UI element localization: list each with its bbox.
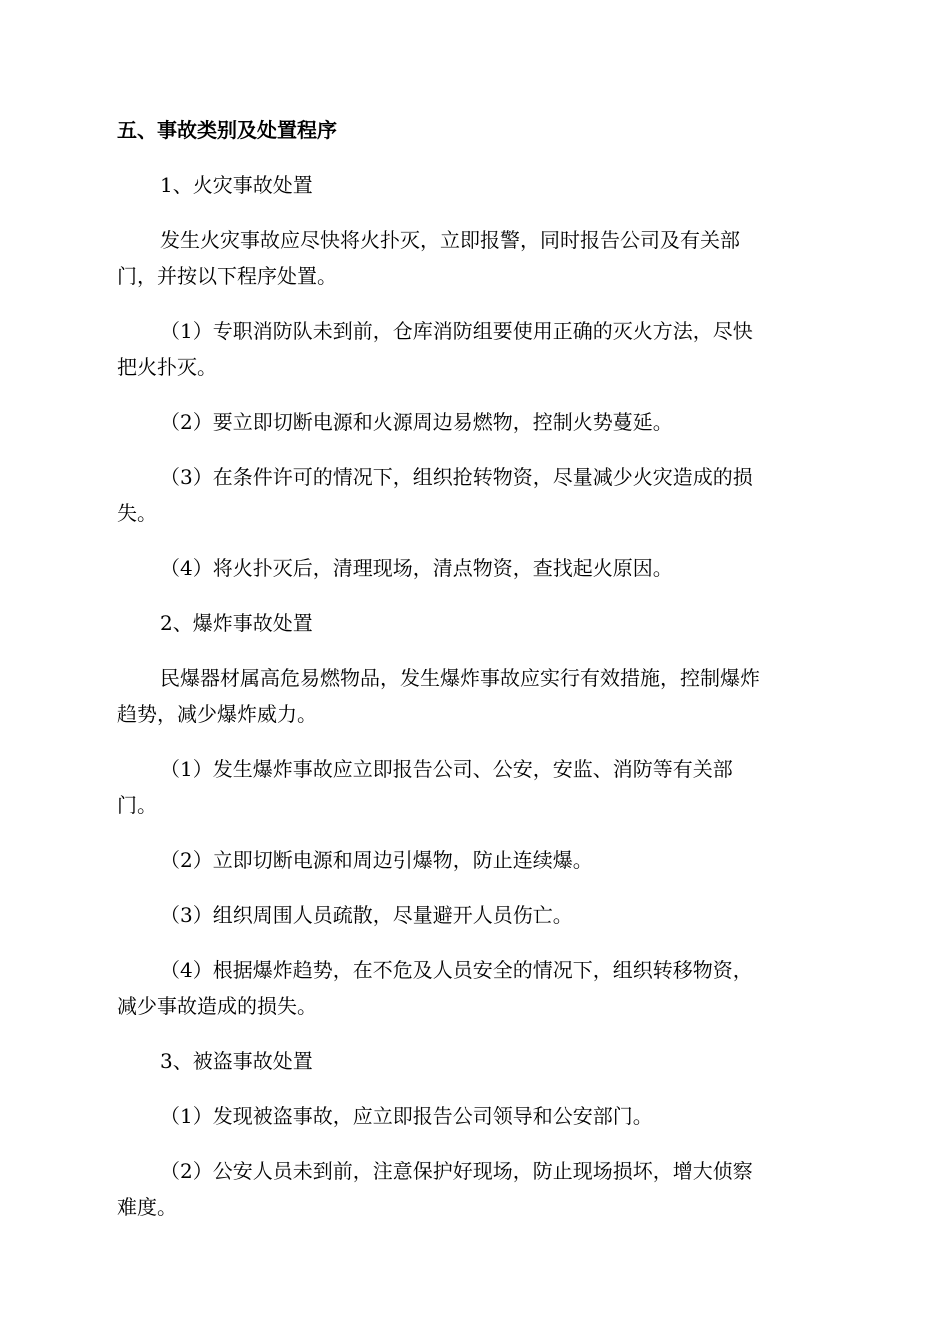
paragraph-line: 失。 (117, 501, 157, 525)
paragraph-line: （1）专职消防队未到前，仓库消防组要使用正确的灭火方法，尽快 (160, 319, 753, 343)
paragraph-line: （2）公安人员未到前，注意保护好现场，防止现场损坏，增大侦察 (160, 1159, 753, 1183)
paragraph-line: （1）发现被盗事故，应立即报告公司领导和公安部门。 (160, 1104, 653, 1128)
paragraph-line: （1）发生爆炸事故应立即报告公司、公安，安监、消防等有关部 (160, 757, 733, 781)
paragraph-line: （3）在条件许可的情况下，组织抢转物资，尽量减少火灾造成的损 (160, 465, 753, 489)
paragraph-line: 发生火灾事故应尽快将火扑灭，立即报警，同时报告公司及有关部 (160, 228, 740, 252)
paragraph-line: （2）立即切断电源和周边引爆物，防止连续爆。 (160, 848, 593, 872)
subsection-title-theft: 3、被盗事故处置 (160, 1049, 313, 1073)
paragraph-line: （2）要立即切断电源和火源周边易燃物，控制火势蔓延。 (160, 410, 673, 434)
paragraph-line: 减少事故造成的损失。 (117, 994, 317, 1018)
paragraph-line: （4）根据爆炸趋势，在不危及人员安全的情况下，组织转移物资， (160, 958, 753, 982)
paragraph-line: 难度。 (117, 1195, 177, 1219)
subsection-title-fire: 1、火灾事故处置 (160, 173, 313, 197)
subsection-title-explosion: 2、爆炸事故处置 (160, 611, 313, 635)
paragraph-line: （3）组织周围人员疏散，尽量避开人员伤亡。 (160, 903, 573, 927)
paragraph-line: 把火扑灭。 (117, 355, 217, 379)
paragraph-line: 民爆器材属高危易燃物品，发生爆炸事故应实行有效措施，控制爆炸 (160, 666, 760, 690)
paragraph-line: 门，并按以下程序处置。 (117, 264, 337, 288)
section-heading: 五、事故类别及处置程序 (117, 118, 337, 142)
paragraph-line: 趋势，减少爆炸威力。 (117, 702, 317, 726)
paragraph-line: （4）将火扑灭后，清理现场，清点物资，查找起火原因。 (160, 556, 673, 580)
paragraph-line: 门。 (117, 793, 157, 817)
